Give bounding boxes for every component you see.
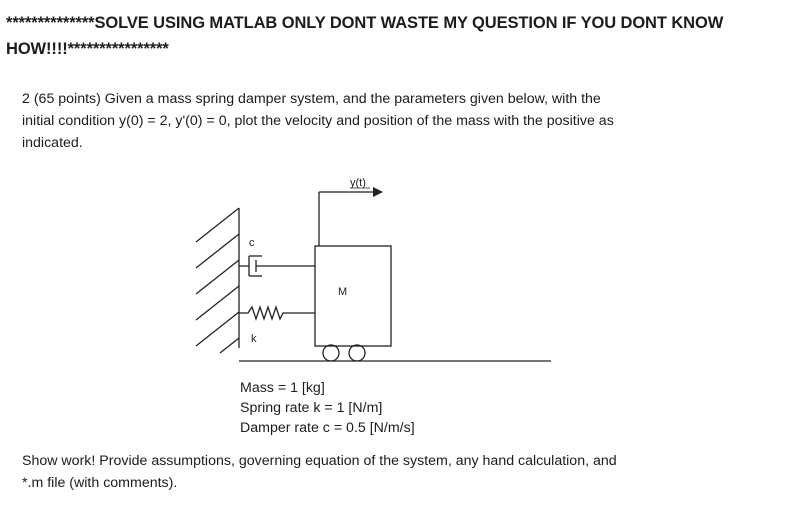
param-mass: Mass = 1 [kg] bbox=[240, 380, 325, 396]
problem-statement bbox=[22, 88, 782, 154]
wheel-left bbox=[323, 345, 339, 361]
instructions bbox=[22, 450, 782, 494]
mass-spring-damper-diagram bbox=[0, 170, 804, 375]
instructions-line-2: *.m file (with comments). bbox=[22, 475, 178, 491]
spring-label: k bbox=[251, 333, 257, 345]
displacement-label: y(t) bbox=[350, 177, 366, 189]
problem-line-1: 2 (65 points) Given a mass spring damper system, and the parameters given below, with the bbox=[22, 91, 601, 107]
parameter-list bbox=[240, 378, 415, 438]
problem-line-2: initial condition y(0) = 2, y'(0) = 0, plot the velocity and position of the mass with the positive as bbox=[22, 113, 614, 129]
title-line-2: HOW!!!!**************** bbox=[6, 40, 169, 58]
instructions-line-1: Show work! Provide assumptions, governing equation of the system, any hand calculation, and bbox=[22, 453, 617, 469]
title-line-1: **************SOLVE USING MATLAB ONLY DONT WASTE MY QUESTION IF YOU DONT KNOW bbox=[6, 14, 724, 32]
mass-block bbox=[315, 246, 391, 346]
param-spring: Spring rate k = 1 [N/m] bbox=[240, 400, 383, 416]
wall-hatching bbox=[196, 208, 239, 353]
wheel-right bbox=[349, 345, 365, 361]
param-damper: Damper rate c = 0.5 [N/m/s] bbox=[240, 420, 415, 436]
spring-symbol bbox=[239, 307, 315, 319]
damper-label: c bbox=[249, 237, 255, 249]
problem-line-3: indicated. bbox=[22, 135, 83, 151]
mass-label: M bbox=[338, 286, 348, 298]
question-title bbox=[6, 10, 798, 62]
damper-symbol bbox=[239, 256, 315, 276]
displacement-arrowhead bbox=[373, 187, 383, 197]
